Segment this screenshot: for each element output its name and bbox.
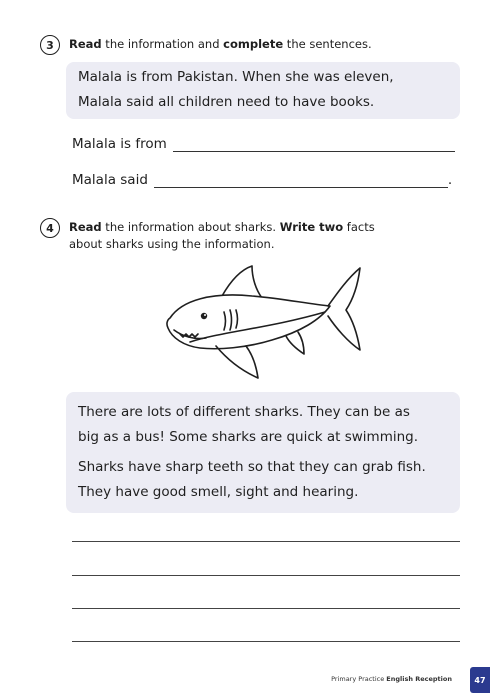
- info-line: Malala is from Pakistan. When she was eleven,: [78, 69, 394, 85]
- sentence-malala-from: [72, 136, 455, 152]
- info-line: Malala said all children need to have books.: [78, 94, 375, 110]
- sentence-stem: Malala is from: [72, 136, 167, 152]
- question-4-instruction: Read the information about sharks. Write two facts about sharks using the information.: [69, 220, 375, 251]
- instruction-read: Read: [69, 220, 102, 234]
- malala-info-box: [66, 62, 460, 119]
- answer-line[interactable]: [72, 641, 460, 642]
- shark-paragraph-1: There are lots of different sharks. They can be as big as a bus! Some sharks are quick at swimming.: [78, 404, 419, 445]
- shark-illustration: [160, 258, 370, 386]
- question-3-header: [40, 36, 372, 55]
- series-name: Primary Practice: [331, 675, 387, 683]
- sentence-malala-said: Malala said .: [72, 172, 453, 188]
- answer-blank[interactable]: [173, 140, 455, 152]
- sentence-stem: Malala said: [72, 172, 148, 188]
- instruction-read: Read: [69, 37, 102, 51]
- shark-paragraph-2: Sharks have sharp teeth so that they can grab fish. They have good smell, sight and hearing.: [78, 459, 426, 500]
- instruction-write-two: Write two: [279, 220, 344, 234]
- answer-line[interactable]: [72, 541, 460, 542]
- question-number-3: 3: [40, 35, 60, 55]
- book-title: English Reception: [386, 675, 452, 683]
- question-4-header: [40, 219, 375, 253]
- question-number-4: 4: [40, 218, 60, 238]
- answer-line[interactable]: [72, 575, 460, 576]
- answer-line[interactable]: [72, 608, 460, 609]
- page-number: 47: [470, 667, 490, 693]
- instruction-complete: complete: [223, 37, 284, 51]
- page-footer: [331, 675, 452, 683]
- shark-info-box: [66, 392, 460, 513]
- answer-blank[interactable]: [154, 176, 448, 188]
- question-3-instruction: Read the information and complete the sentences.: [69, 37, 372, 51]
